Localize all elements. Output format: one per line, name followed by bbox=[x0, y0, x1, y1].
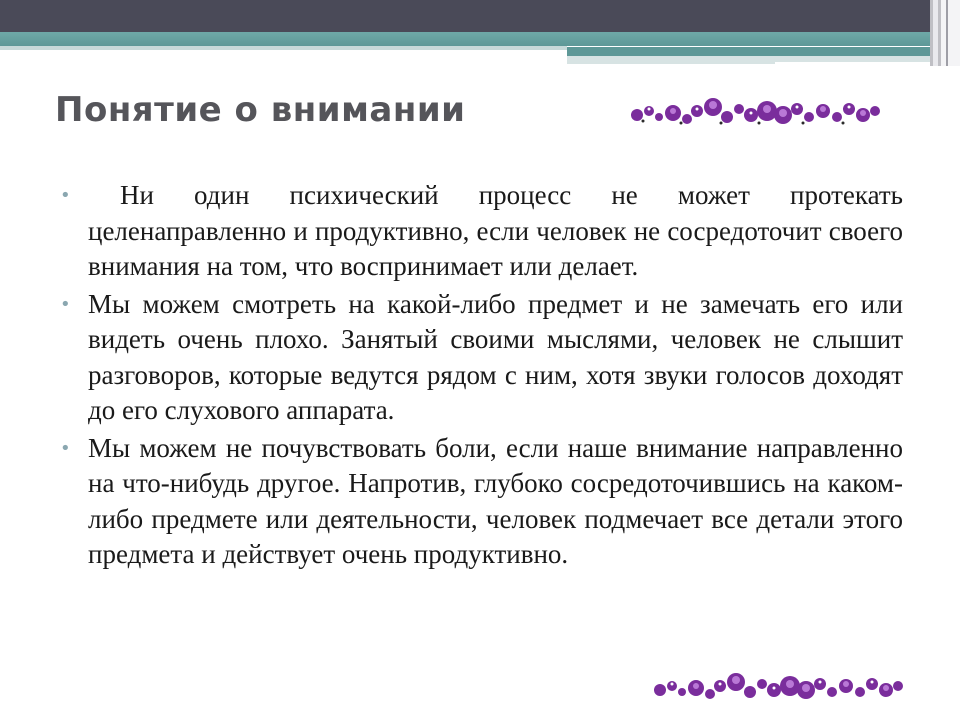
bullet-marker: • bbox=[60, 437, 71, 459]
header-dark-bar bbox=[0, 0, 960, 32]
header-corner-line bbox=[946, 0, 948, 66]
list-item-text: Ни один психический процесс не может протекать целенаправленно и продуктивно, если человек не сосредоточит своего внимания на том, что воспринимает или делает. bbox=[88, 180, 903, 281]
header-teal-bar bbox=[0, 32, 960, 46]
slide-title: Понятие о внимании bbox=[55, 90, 466, 130]
header-light-stripe bbox=[0, 46, 570, 50]
bullet-list bbox=[58, 178, 903, 575]
bullet-marker: • bbox=[60, 185, 71, 206]
list-item bbox=[58, 431, 903, 573]
bullet-marker: • bbox=[60, 293, 71, 315]
list-item-text: Мы можем не почувствовать боли, если наше внимание направленно на что-нибудь другое. Напротив, глубоко сосредоточившись на каком-либо предмете или деятельности, человек подмечает все детали этого предмета и действует очень продуктивно. bbox=[88, 432, 903, 569]
header-corner-decoration bbox=[930, 0, 960, 66]
purple-flower-garland-icon bbox=[650, 668, 905, 708]
list-item bbox=[58, 287, 903, 429]
list-item bbox=[58, 178, 903, 285]
list-item-text: Мы можем смотреть на какой-либо предмет и не замечать его или видеть очень плохо. Занятый своими мыслями, человек не слышит разговоров, которые ведутся рядом с ним, хотя звуки голосов доходят до его слухового аппарата. bbox=[88, 288, 903, 425]
purple-flower-garland-icon bbox=[627, 93, 882, 133]
